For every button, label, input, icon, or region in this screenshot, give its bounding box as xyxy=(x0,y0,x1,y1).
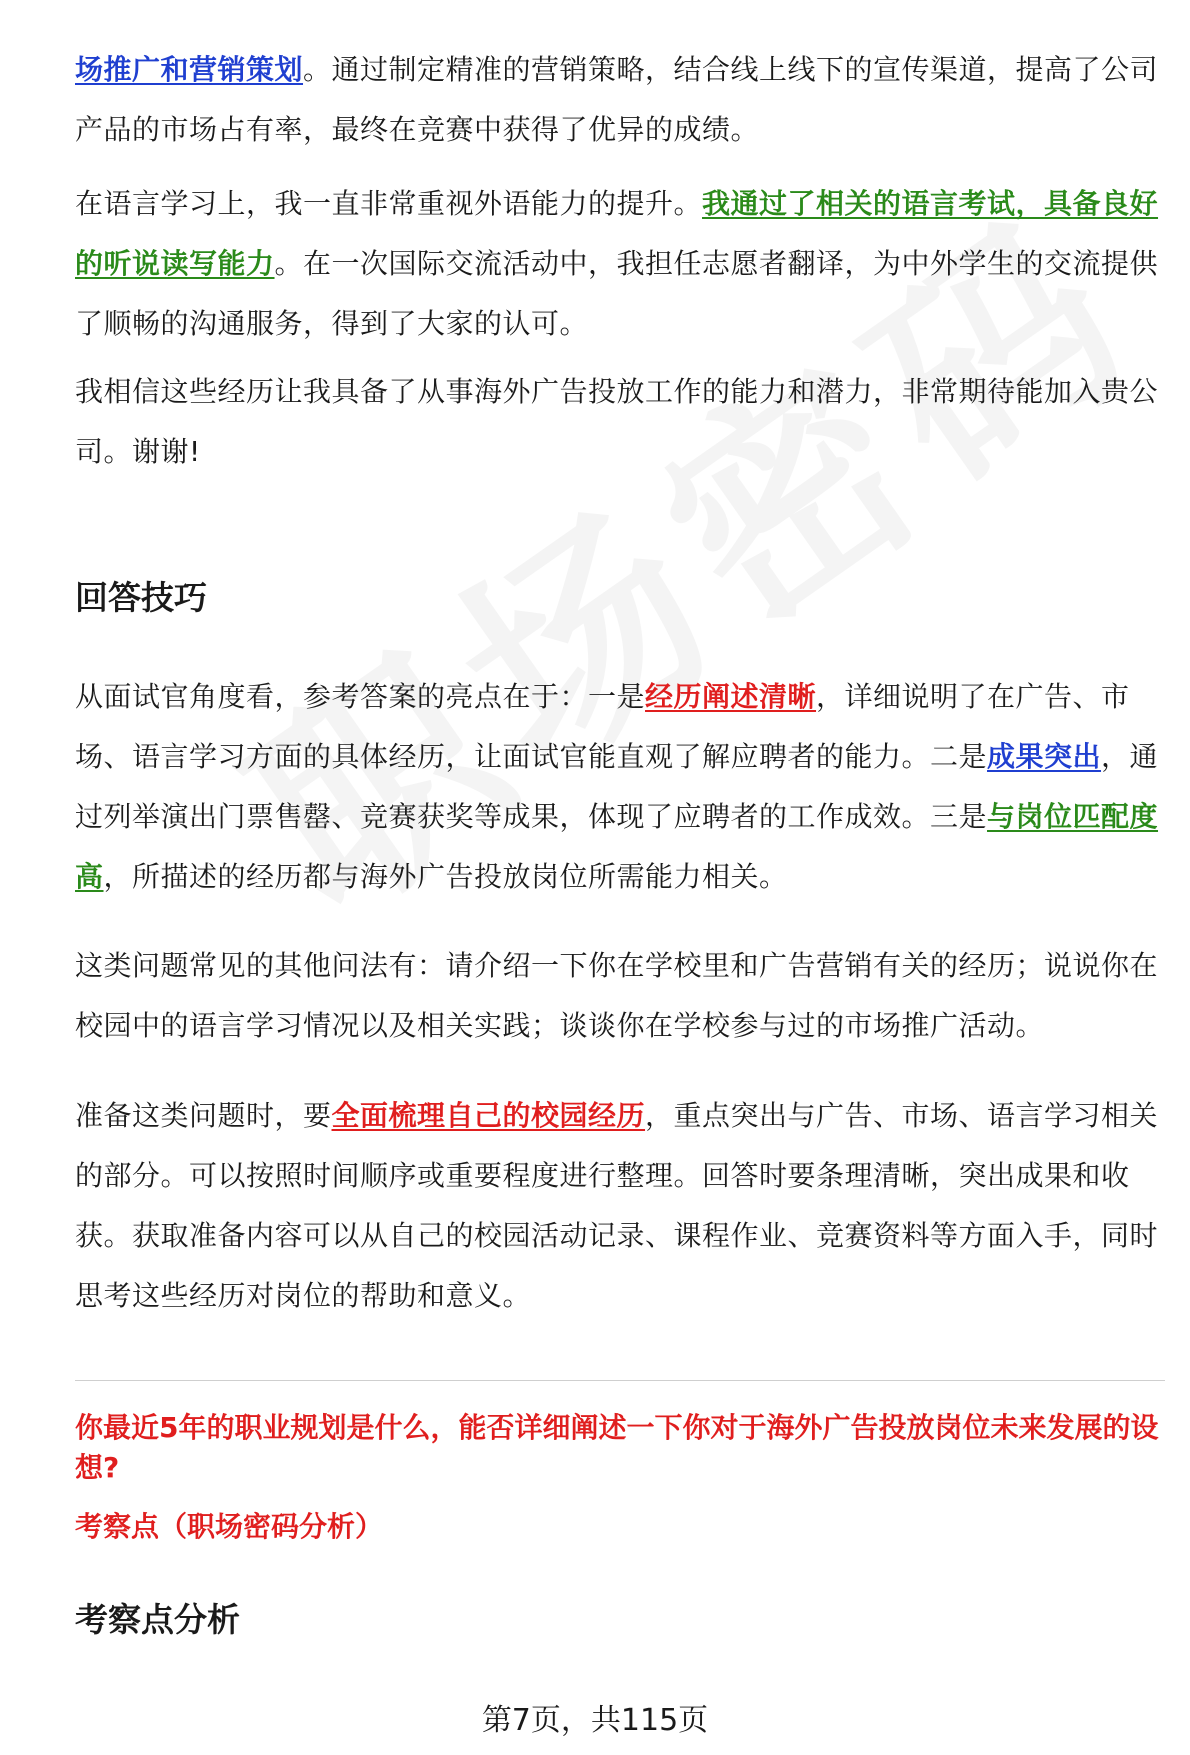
question-heading: 你最近5年的职业规划是什么，能否详细阐述一下你对于海外广告投放岗位未来发展的设想? xyxy=(75,1411,1159,1484)
paragraph-language xyxy=(75,174,1165,354)
highlight-results: 成果突出 xyxy=(987,740,1102,773)
paragraph-text: 。在一次国际交流活动中，我担任志愿者翻译，为中外学生的交流提供了顺畅的沟通服务，得到了大家的认可。 xyxy=(75,247,1159,340)
paragraph-text: 。通过制定精准的营销策略，结合线上线下的宣传渠道，提高了公司产品的市场占有率，最终在竞赛中获得了优异的成绩。 xyxy=(75,53,1159,146)
highlight-clear: 经历阐述清晰 xyxy=(645,680,817,713)
divider xyxy=(75,1380,1165,1381)
paragraph-closing: 我相信这些经历让我具备了从事海外广告投放工作的能力和潜力，非常期待能加入贵公司。谢谢! xyxy=(75,375,1159,468)
paragraph-text: ，通过列举演出门票售罄、竞赛获奖等成果，体现了应聘者的工作成效。三是 xyxy=(75,740,1159,833)
highlight-match: 与岗位匹配度高 xyxy=(75,800,1159,893)
section-title-analysis: 考察点分析 xyxy=(75,1600,240,1639)
paragraph-highlights xyxy=(75,667,1165,907)
highlight-campus: 全面梳理自己的校园经历 xyxy=(331,1099,646,1132)
highlight-marketing: 场推广和营销策划 xyxy=(75,53,304,86)
paragraph-variants: 这类问题常见的其他问法有：请介绍一下你在学校里和广告营销有关的经历；说说你在校园中的语言学习情况以及相关实践；谈谈你在学校参与过的市场推广活动。 xyxy=(75,949,1159,1042)
paragraph-marketing xyxy=(75,40,1165,160)
paragraph-text: ，详细说明了在广告、市场、语言学习方面的具体经历，让面试官能直观了解应聘者的能力。二是 xyxy=(75,680,1130,773)
page-number: 第7页，共115页 xyxy=(481,1703,709,1738)
paragraph-text: ，重点突出与广告、市场、语言学习相关的部分。可以按照时间顺序或重要程度进行整理。回答时要条理清晰，突出成果和收获。获取准备内容可以从自己的校园活动记录、课程作业、竞赛资料等方面入手，同时思考这些经历对岗位的帮助和意义。 xyxy=(75,1099,1159,1312)
paragraph-text: ，所描述的经历都与海外广告投放岗位所需能力相关。 xyxy=(103,860,788,893)
paragraph-text: 准备这类问题时，要 xyxy=(75,1099,332,1132)
highlight-language: 我通过了相关的语言考试，具备良好的听说读写能力 xyxy=(75,187,1159,280)
paragraph-text: 在语言学习上，我一直非常重视外语能力的提升。 xyxy=(75,187,703,220)
paragraph-text: 从面试官角度看，参考答案的亮点在于：一是 xyxy=(75,680,646,713)
section-title-tips: 回答技巧 xyxy=(75,578,207,617)
paragraph-prepare xyxy=(75,1086,1165,1326)
examination-point-label: 考察点（职场密码分析） xyxy=(75,1510,384,1543)
